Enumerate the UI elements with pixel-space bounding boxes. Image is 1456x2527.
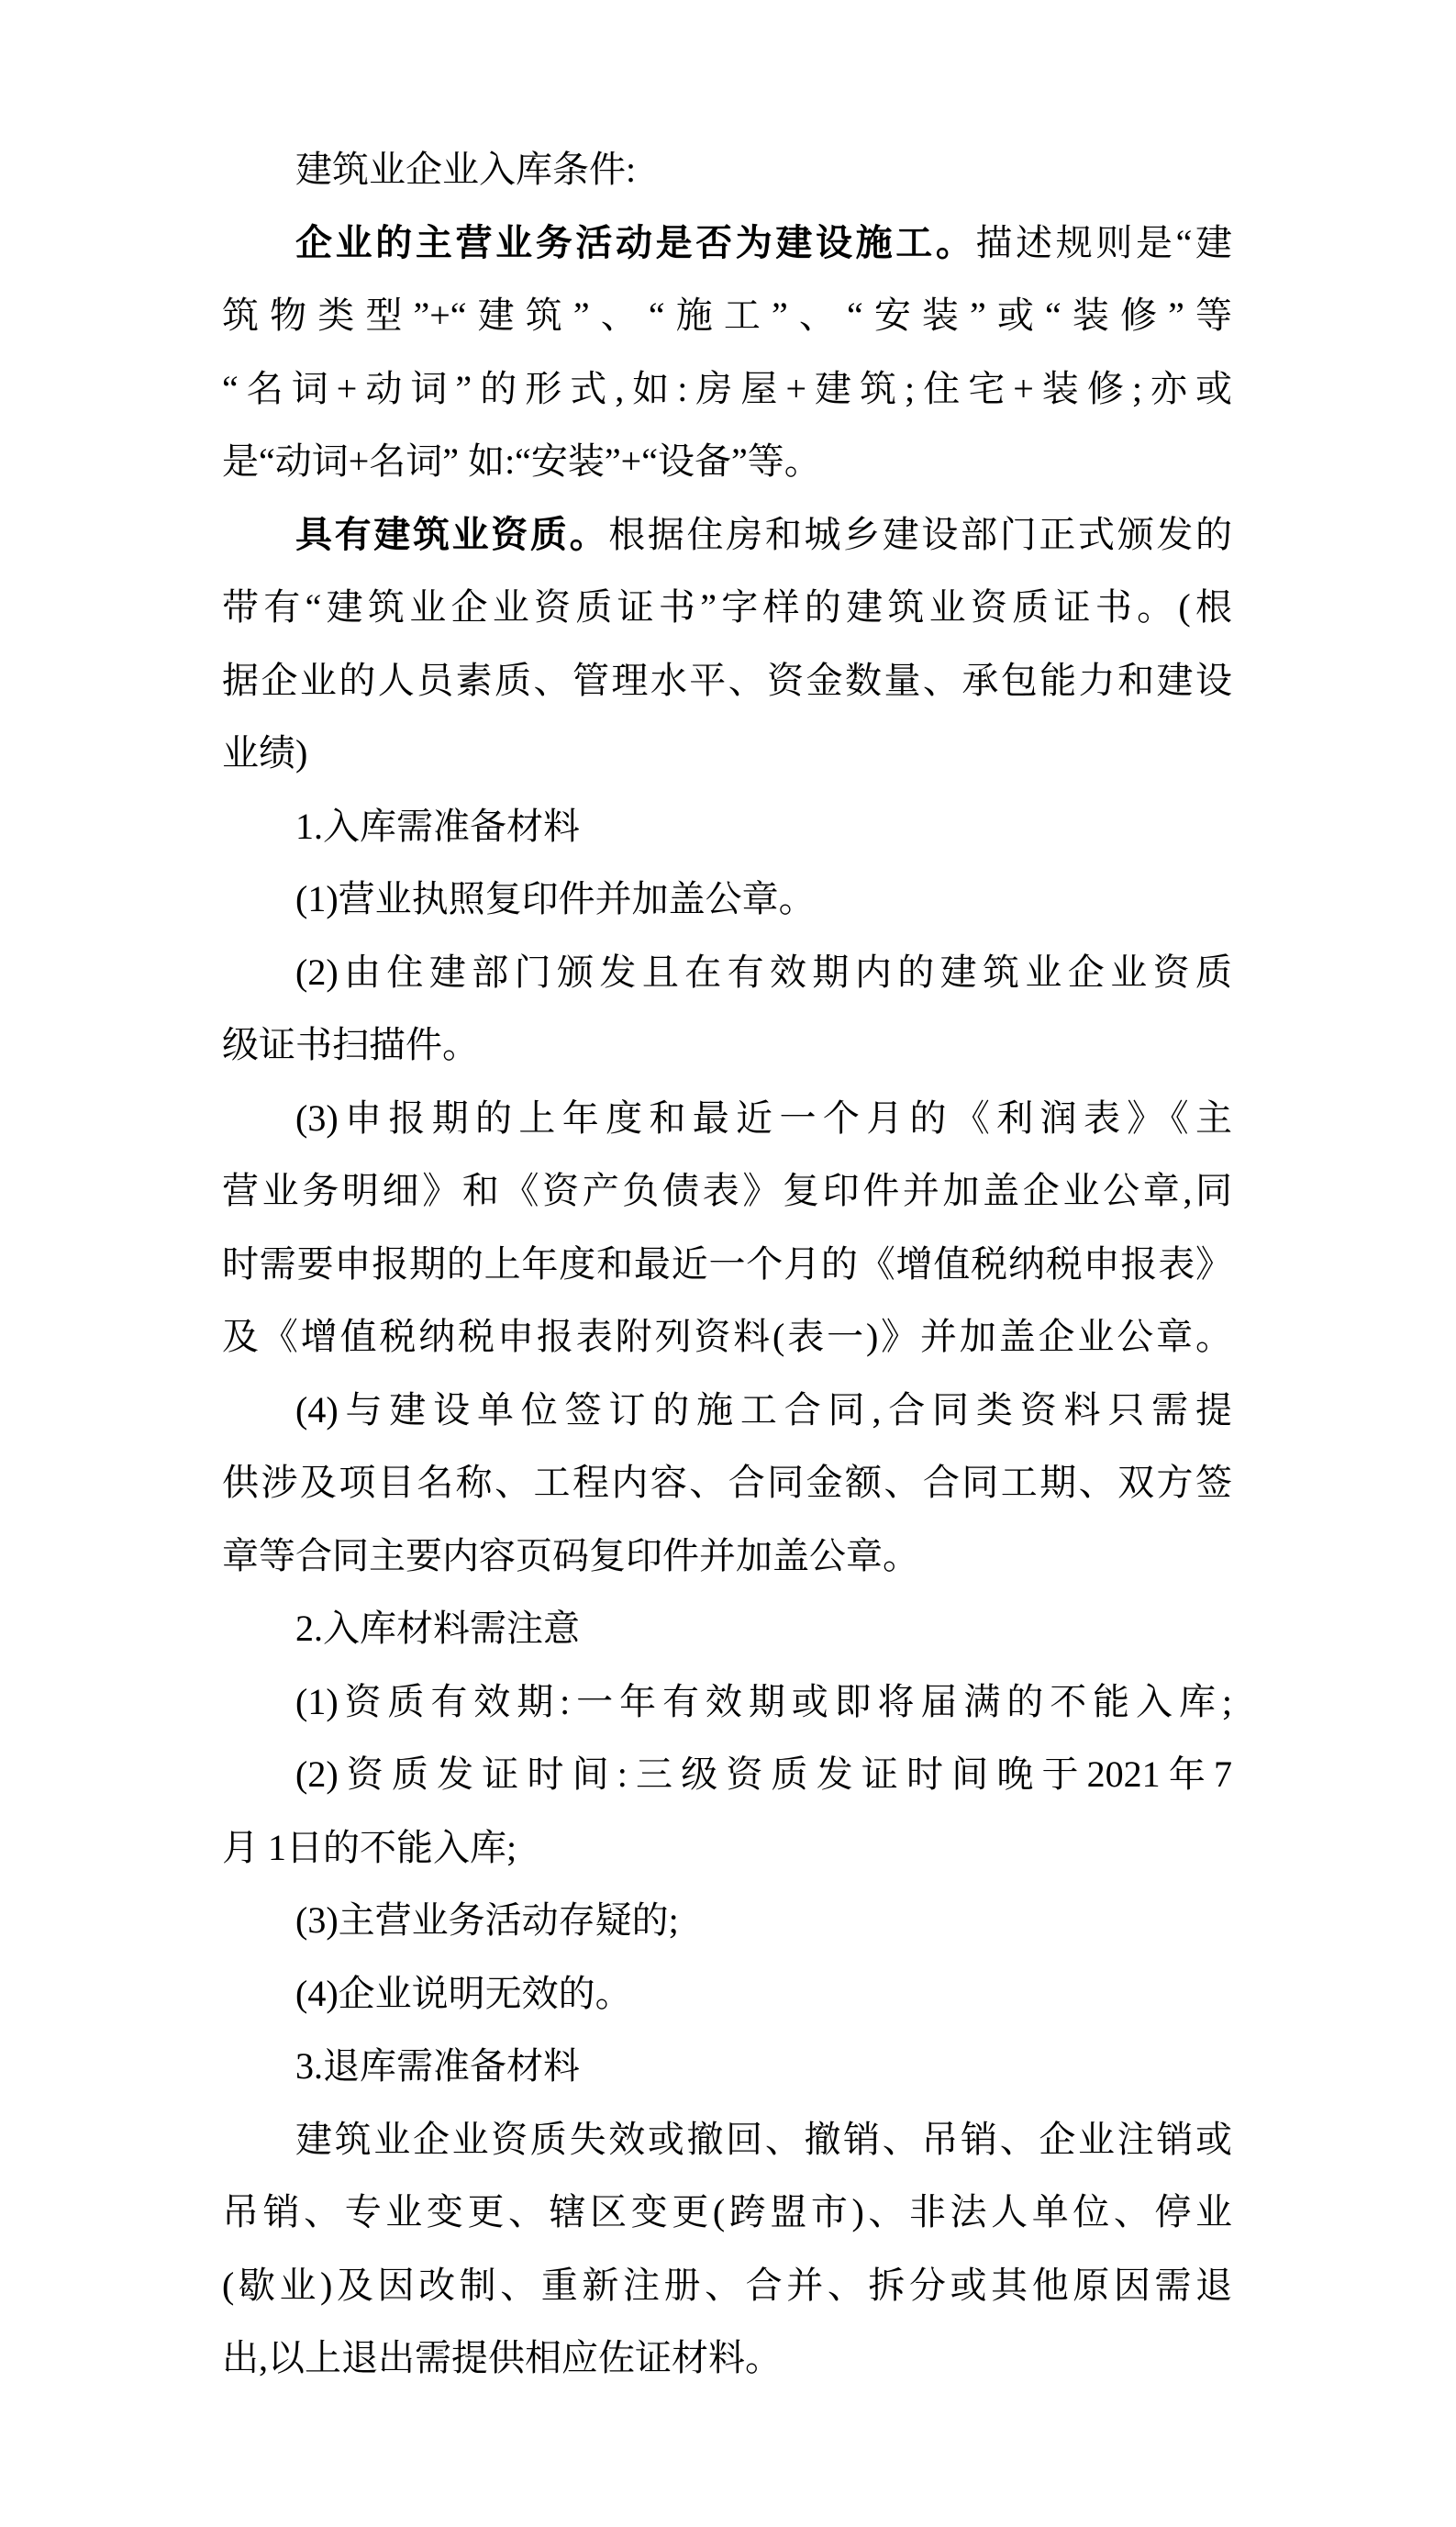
text-run: 供涉及项目名称、工程内容、合同金额、合同工期、双方签 — [222, 1462, 1232, 1503]
text-line — [222, 206, 1232, 280]
text-line — [222, 1520, 1232, 1593]
text-line — [222, 2030, 1232, 2103]
text-line — [222, 1374, 1232, 1447]
text-line — [222, 1811, 1232, 1885]
text-line — [222, 1665, 1232, 1739]
text-run: 营业务明细》和《资产负债表》复印件并加盖企业公章,同 — [222, 1170, 1232, 1211]
text-line — [222, 352, 1232, 426]
text-run: 据企业的人员素质、管理水平、资金数量、承包能力和建设 — [222, 659, 1232, 701]
text-line — [222, 2321, 1232, 2395]
text-line — [222, 644, 1232, 718]
text-run: (3)主营业务活动存疑的; — [295, 1899, 679, 1941]
text-line — [222, 2103, 1232, 2176]
text-run: 业绩) — [222, 732, 308, 774]
text-line — [222, 1738, 1232, 1811]
text-line — [222, 863, 1232, 936]
text-line — [222, 790, 1232, 863]
text-run: 时需要申报期的上年度和最近一个月的《增值税纳税申报表》 — [222, 1242, 1232, 1285]
bold-text-run: 具有建筑业资质。 — [295, 513, 609, 555]
text-line — [222, 425, 1232, 498]
text-line — [222, 1154, 1232, 1228]
text-line — [222, 1957, 1232, 2031]
document-body — [222, 133, 1232, 2395]
text-run: 带有“建筑业企业资质证书”字样的建筑业资质证书。(根 — [222, 586, 1232, 628]
text-run: 月 1日的不能入库; — [222, 1826, 517, 1868]
text-line — [222, 1592, 1232, 1665]
text-line — [222, 1228, 1232, 1301]
text-run: 及《增值税纳税申报表附列资料(表一)》并加盖企业公章。 — [222, 1316, 1232, 1357]
text-run: 出,以上退出需提供相应佐证材料。 — [222, 2337, 782, 2378]
text-line — [222, 2249, 1232, 2322]
text-line — [222, 133, 1232, 206]
text-run: (4)企业说明无效的。 — [295, 1972, 632, 2014]
text-run: (1)资质有效期:一年有效期或即将届满的不能入库; — [295, 1680, 1232, 1722]
text-run: 吊销、专业变更、辖区变更(跨盟市)、非法人单位、停业 — [222, 2191, 1232, 2232]
text-run: (1)营业执照复印件并加盖公章。 — [295, 878, 816, 919]
text-line — [222, 1446, 1232, 1520]
text-line — [222, 1008, 1232, 1082]
text-run: (4)与建设单位签订的施工合同,合同类资料只需提 — [295, 1388, 1232, 1430]
text-line — [222, 936, 1232, 1009]
text-run: “名词+动词”的形式,如:房屋+建筑;住宅+装修;亦或 — [222, 367, 1232, 409]
text-run: 级证书扫描件。 — [222, 1024, 479, 1065]
text-run: (歇业)及因改制、重新注册、合并、拆分或其他原因需退 — [222, 2264, 1232, 2306]
text-line — [222, 1884, 1232, 1957]
text-line — [222, 571, 1232, 644]
text-line — [222, 1300, 1232, 1374]
text-run: 2.入库材料需注意 — [295, 1608, 580, 1649]
bold-text-run: 企业的主营业务活动是否为建设施工。 — [295, 221, 976, 263]
text-line — [222, 717, 1232, 790]
text-run: 建筑业企业入库条件: — [295, 149, 637, 190]
text-line — [222, 279, 1232, 352]
text-line — [222, 2176, 1232, 2249]
text-line — [222, 1082, 1232, 1155]
text-run: (2)资质发证时间:三级资质发证时间晚于2021年7 — [295, 1753, 1232, 1795]
text-run: 描述规则是“建 — [975, 221, 1232, 263]
text-run: (2)由住建部门颁发且在有效期内的建筑业企业资质 — [295, 951, 1232, 993]
text-run: (3)申报期的上年度和最近一个月的《利润表》《主 — [295, 1097, 1232, 1139]
text-run: 筑物类型”+“建筑”、“施工”、“安装”或“装修”等 — [222, 295, 1232, 336]
text-line — [222, 498, 1232, 572]
text-run: 3.退库需准备材料 — [295, 2045, 580, 2087]
text-run: 章等合同主要内容页码复印件并加盖公章。 — [222, 1534, 919, 1576]
text-run: 建筑业企业资质失效或撤回、撤销、吊销、企业注销或 — [295, 2118, 1232, 2160]
text-run: 根据住房和城乡建设部门正式颁发的 — [608, 513, 1232, 555]
text-run: 是“动词+名词” 如:“安装”+“设备”等。 — [222, 440, 821, 482]
text-run: 1.入库需准备材料 — [295, 805, 580, 847]
